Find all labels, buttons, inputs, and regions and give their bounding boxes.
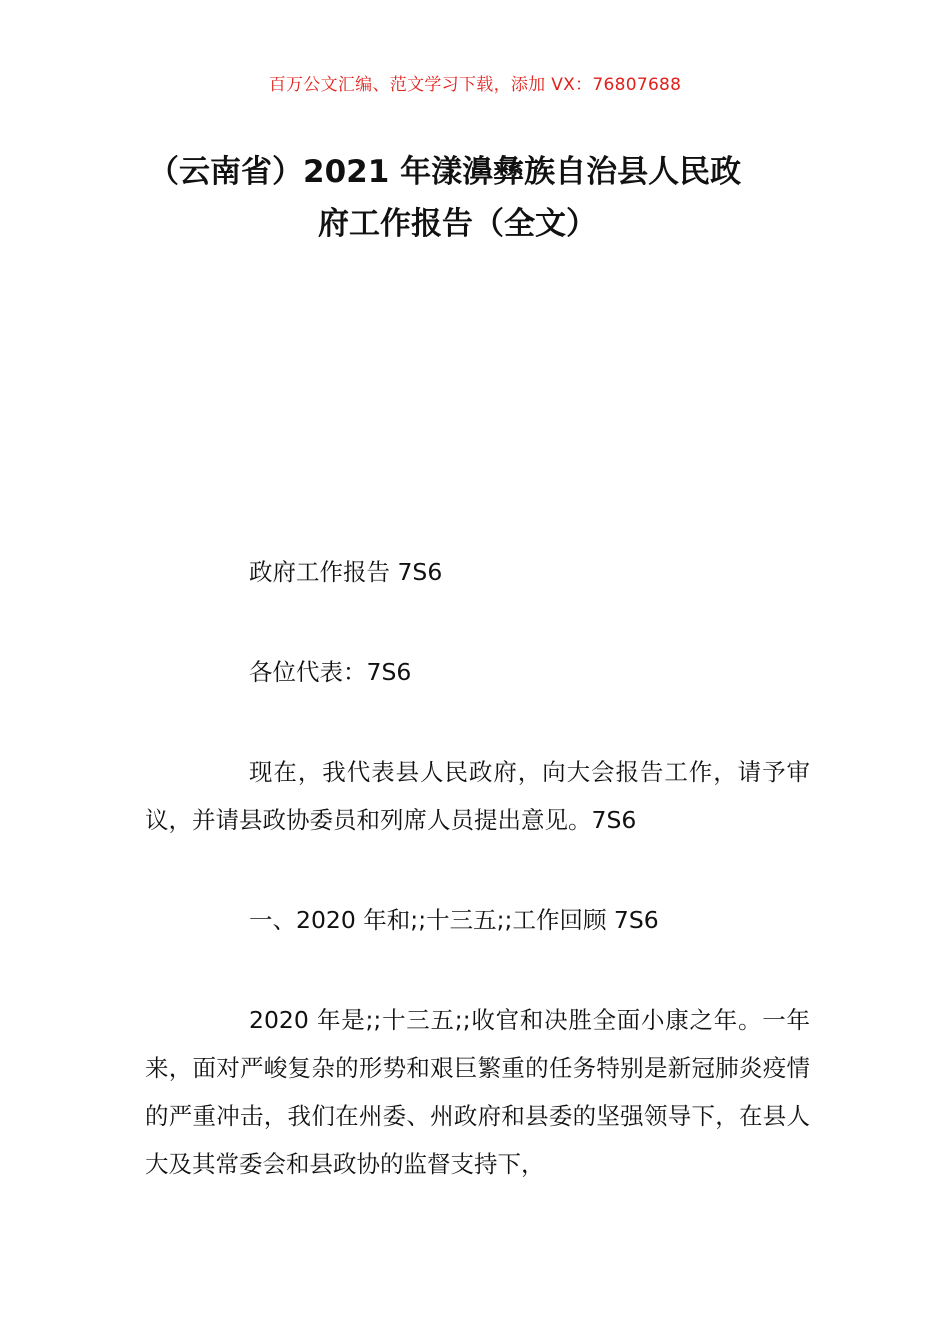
document-title-line-2: 府工作报告（全文） <box>318 206 597 242</box>
paragraph-salutation: 各位代表：7S6 <box>249 658 412 686</box>
header-note: 百万公文汇编、范文学习下载，添加 VX：76807688 <box>268 75 682 95</box>
document-title-line-1: （云南省）2021 年漾濞彝族自治县人民政 <box>148 154 742 190</box>
section-heading-review: 一、2020 年和;;十三五;;工作回顾 7S6 <box>249 906 659 934</box>
document-title <box>140 146 810 250</box>
paragraph-intro: 现在，我代表县人民政府，向大会报告工作，请予审议，并请县政协委员和列席人员提出意见。7S6 <box>145 758 810 834</box>
paragraph-report-heading: 政府工作报告 7S6 <box>249 558 443 586</box>
paragraph-review-body: 2020 年是;;十三五;;收官和决胜全面小康之年。一年来，面对严峻复杂的形势和艰巨繁重的任务特别是新冠肺炎疫情的严重冲击，我们在州委、州政府和县委的坚强领导下，在县人大及其常委会和县政协的监督支持下， <box>145 1006 810 1178</box>
